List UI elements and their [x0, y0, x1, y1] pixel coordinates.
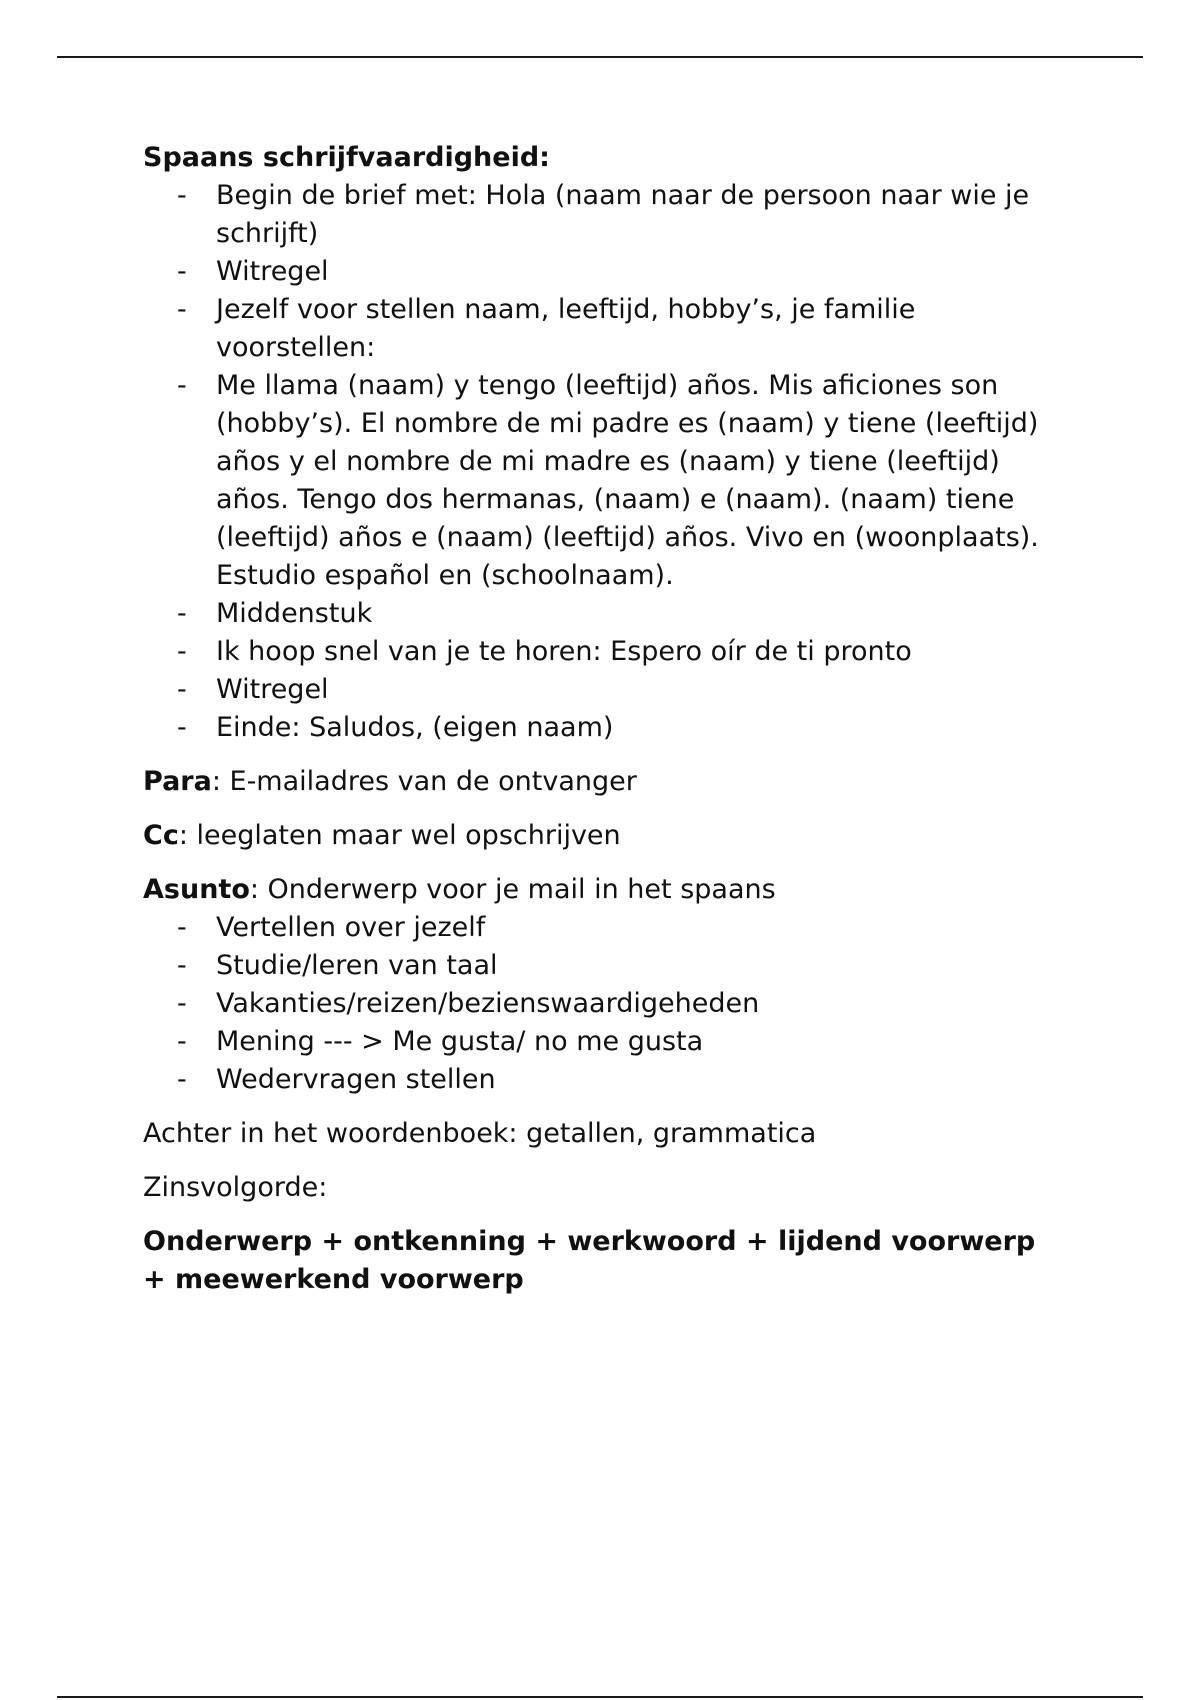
- list-item: [143, 291, 1043, 367]
- field-text-para: : E-mailadres van de ontvanger: [211, 766, 637, 797]
- list-item-text: Middenstuk: [216, 598, 373, 629]
- list-item-text: Vertellen over jezelf: [216, 912, 486, 943]
- field-label-asunto: Asunto: [143, 874, 250, 905]
- dash-bullet: -: [177, 294, 187, 325]
- document-body: [143, 139, 1043, 1299]
- list-item-text: Ik hoop snel van je te horen: Espero oír de ti pronto: [216, 636, 912, 667]
- dash-bullet: -: [177, 712, 187, 743]
- topic-list: [143, 909, 1043, 1099]
- dash-bullet: -: [177, 1026, 187, 1057]
- word-order-rule: Onderwerp + ontkenning + werkwoord + lijdend voorwerp + meewerkend voorwerp: [143, 1226, 1036, 1295]
- list-item: [143, 947, 1043, 985]
- list-item-text: Vakanties/reizen/bezienswaardigeheden: [216, 988, 760, 1019]
- list-item-text: Einde: Saludos, (eigen naam): [216, 712, 614, 743]
- list-item: [143, 1061, 1043, 1099]
- field-asunto: [143, 871, 1043, 909]
- list-item: [143, 985, 1043, 1023]
- list-item-text: Mening --- > Me gusta/ no me gusta: [216, 1026, 704, 1057]
- list-item-text: Begin de brief met: Hola (naam naar de persoon naar wie je schrijft): [216, 180, 1030, 249]
- field-label-cc: Cc: [143, 820, 179, 851]
- field-para: [143, 763, 1043, 801]
- list-item: [143, 709, 1043, 747]
- dash-bullet: -: [177, 674, 187, 705]
- field-text-asunto: : Onderwerp voor je mail in het spaans: [249, 874, 776, 905]
- list-item-text: Wedervragen stellen: [216, 1064, 496, 1095]
- word-order-label: Zinsvolgorde:: [143, 1172, 328, 1203]
- list-item: [143, 909, 1043, 947]
- dash-bullet: -: [177, 988, 187, 1019]
- dash-bullet: -: [177, 180, 187, 211]
- dash-bullet: -: [177, 636, 187, 667]
- field-label-para: Para: [143, 766, 212, 797]
- dash-bullet: -: [177, 912, 187, 943]
- letter-structure-list: [143, 177, 1043, 747]
- list-item-text: Witregel: [216, 256, 329, 287]
- dash-bullet: -: [177, 950, 187, 981]
- field-text-cc: : leeglaten maar wel opschrijven: [178, 820, 621, 851]
- list-item-text: Witregel: [216, 674, 329, 705]
- list-item: [143, 367, 1043, 595]
- list-item: [143, 253, 1043, 291]
- header-rule: [57, 56, 1143, 58]
- list-item-text: Studie/leren van taal: [216, 950, 498, 981]
- list-item: [143, 633, 1043, 671]
- dash-bullet: -: [177, 1064, 187, 1095]
- list-item: [143, 671, 1043, 709]
- page-title: Spaans schrijfvaardigheid:: [143, 142, 550, 173]
- list-item: [143, 1023, 1043, 1061]
- list-item: [143, 595, 1043, 633]
- footer-rule: [57, 1696, 1143, 1698]
- list-item: [143, 177, 1043, 253]
- list-item-text: Jezelf voor stellen naam, leeftijd, hobby’s, je familie voorstellen:: [216, 294, 916, 363]
- dash-bullet: -: [177, 256, 187, 287]
- dash-bullet: -: [177, 598, 187, 629]
- field-cc: [143, 817, 1043, 855]
- dictionary-note: Achter in het woordenboek: getallen, grammatica: [143, 1118, 817, 1149]
- dash-bullet: -: [177, 370, 187, 401]
- list-item-text: Me llama (naam) y tengo (leeftijd) años. Mis aficiones son (hobby’s). El nombre de mi padre es (naam) y tiene (leeftijd) años y el nombre de mi madre es (naam) y tiene (leeftijd) años. Tengo dos hermanas, (naam) e (naam). (naam) tiene (leeftijd) años e (naam) (leeftijd) años. Vivo en (woonplaats). Estudio español en (schoolnaam).: [216, 370, 1039, 591]
